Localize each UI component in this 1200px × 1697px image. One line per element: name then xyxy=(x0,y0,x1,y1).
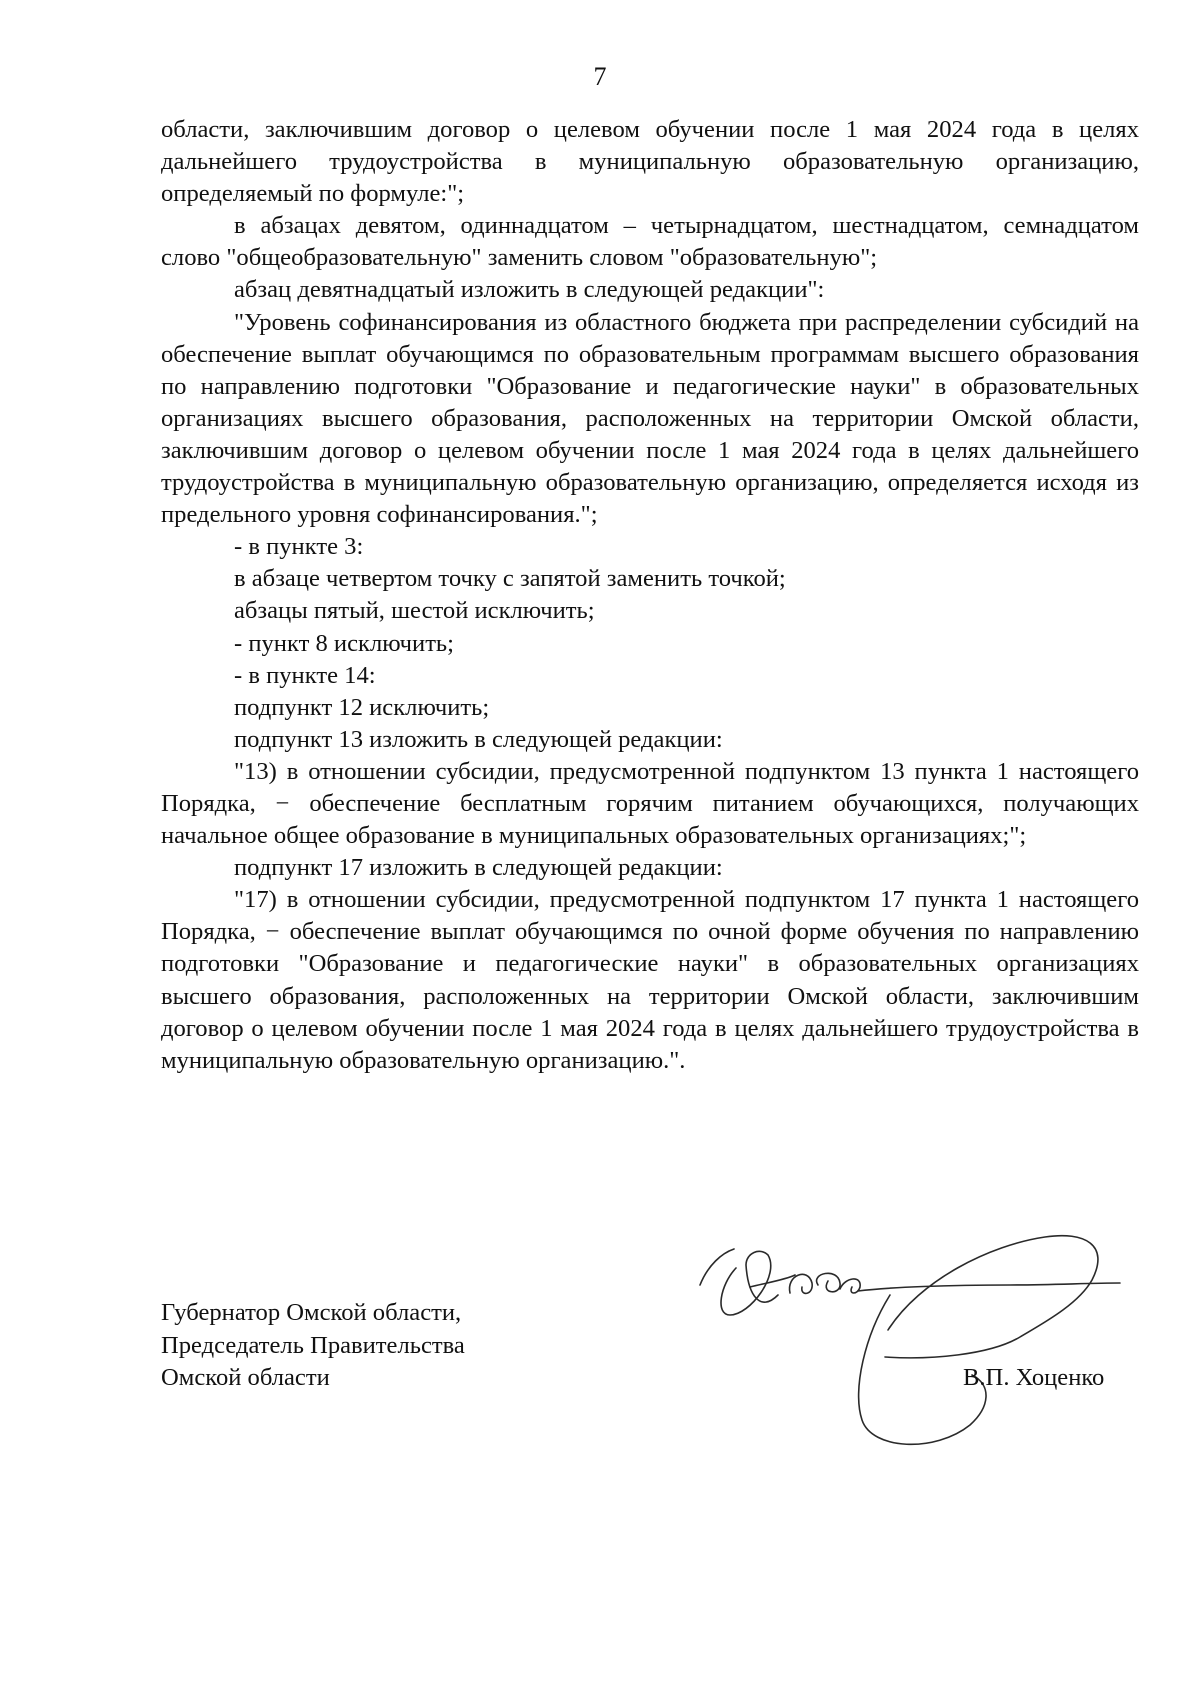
handwritten-signature xyxy=(690,1225,1170,1455)
paragraph: абзацы пятый, шестой исключить; xyxy=(234,597,595,625)
paragraph: "Уровень софинансирования из областного бюджета при распределении субсидий на обеспечение выплат обучающимся по образовательным программам высшего образования по направлению подготовки "Образование и педагогические науки" в образовательных организациях высшего образования, расположенных на территории Омской области, заключившим договор о целевом обучении после 1 мая 2024 года в целях дальнейшего трудоустройства в муниципальную образовательную организацию, определяется исходя из предельного уровня софинансирования."; xyxy=(161,308,1139,529)
page-number: 7 xyxy=(593,62,607,91)
signatory-name: В.П. Хоценко xyxy=(963,1364,1105,1391)
paragraph: подпункт 13 изложить в следующей редакции: xyxy=(234,725,723,753)
position-line: Омской области xyxy=(161,1364,330,1391)
paragraph: - пункт 8 исключить; xyxy=(234,629,454,657)
paragraph: подпункт 12 исключить; xyxy=(234,693,490,721)
paragraph: подпункт 17 изложить в следующей редакции: xyxy=(234,854,723,882)
paragraph: абзац девятнадцатый изложить в следующей редакции": xyxy=(234,276,825,304)
paragraph: - в пункте 14: xyxy=(234,661,376,689)
paragraph: "13) в отношении субсидии, предусмотренной подпунктом 13 пункта 1 настоящего Порядка, − обеспечение бесплатным горячим питанием обучающихся, получающих начальное общее образование в муниципальных образовательных организациях;"; xyxy=(161,757,1139,850)
signatory-position xyxy=(161,1297,581,1395)
position-line: Губернатор Омской области, xyxy=(161,1299,462,1326)
paragraph: области, заключившим договор о целевом обучении после 1 мая 2024 года в целях дальнейшего трудоустройства в муниципальную образовательную организацию, определяемый по формуле:"; xyxy=(161,116,1139,208)
paragraph: в абзаце четвертом точку с запятой заменить точкой; xyxy=(234,565,786,593)
document-body xyxy=(161,114,1139,1077)
paragraph: - в пункте 3: xyxy=(234,533,364,561)
paragraph: в абзацах девятом, одиннадцатом – четырнадцатом, шестнадцатом, семнадцатом слово "общеобразовательную" заменить словом "образовательную"; xyxy=(161,212,1139,272)
position-line: Председатель Правительства xyxy=(161,1331,465,1359)
paragraph: "17) в отношении субсидии, предусмотренной подпунктом 17 пункта 1 настоящего Порядка, − обеспечение выплат обучающимся по очной форме обучения по направлению подготовки "Образование и педагогические науки" в образовательных организациях высшего образования, расположенных на территории Омской области, заключившим договор о целевом обучении после 1 мая 2024 года в целях дальнейшего трудоустройства в муниципальную образовательную организацию.". xyxy=(161,886,1139,1074)
